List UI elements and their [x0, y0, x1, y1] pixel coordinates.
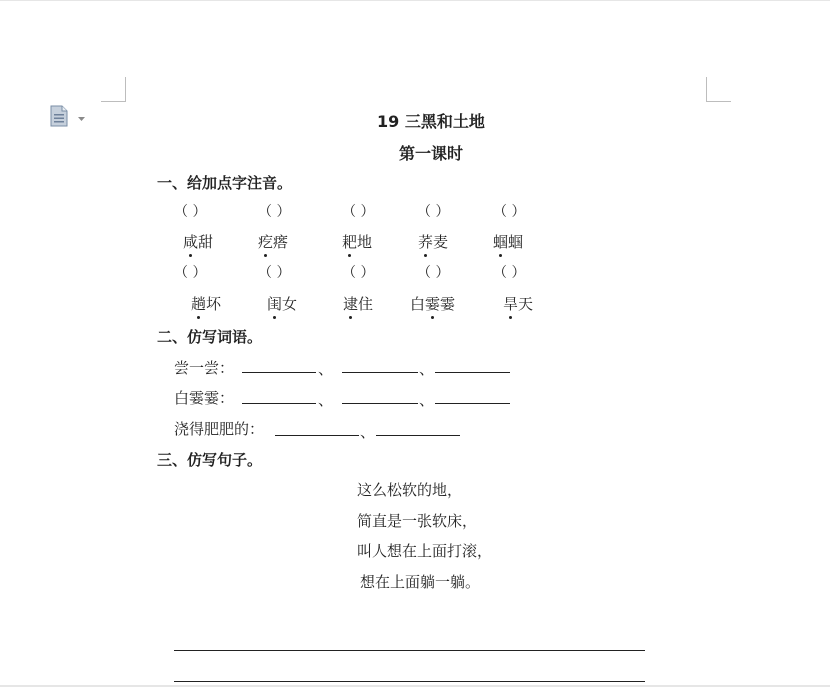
pinyin-box: （ ）: [342, 265, 375, 281]
separator: 、: [419, 360, 435, 378]
line1-label: 尝一尝：: [174, 359, 235, 377]
writing-line[interactable]: [174, 650, 645, 651]
margin-corner-left: [101, 77, 126, 102]
word-item: 闺女: [267, 295, 298, 313]
section1-heading: 一、给加点字注音。: [157, 174, 293, 192]
answer-blank[interactable]: [342, 403, 418, 404]
word-item: 疙瘩: [258, 233, 289, 251]
separator: 、: [419, 391, 435, 409]
word-item: 蝈蝈: [493, 233, 524, 251]
word-item: 白霎霎: [410, 295, 456, 313]
writing-line[interactable]: [174, 681, 645, 682]
pinyin-box: （ ）: [258, 204, 291, 220]
answer-blank[interactable]: [242, 403, 316, 404]
pinyin-box: （ ）: [417, 204, 450, 220]
word-item: 耙地: [342, 233, 373, 251]
word-item: 逮住: [343, 295, 374, 313]
answer-blank[interactable]: [242, 372, 316, 373]
poem-line: 这么松软的地，: [357, 481, 463, 499]
separator: 、: [318, 391, 334, 409]
pinyin-box: （ ）: [174, 265, 207, 281]
pinyin-box: （ ）: [493, 204, 526, 220]
pinyin-box: （ ）: [342, 204, 375, 220]
poem-line: 想在上面躺一躺。: [360, 573, 481, 591]
margin-corner-right: [706, 77, 731, 102]
word-item: 趟坏: [191, 295, 222, 313]
separator: 、: [360, 423, 376, 441]
poem-line: 叫人想在上面打滚，: [357, 542, 493, 560]
answer-blank[interactable]: [435, 403, 510, 404]
answer-blank[interactable]: [342, 372, 418, 373]
separator: 、: [318, 360, 334, 378]
paste-options-icon[interactable]: [49, 105, 89, 127]
answer-blank[interactable]: [275, 435, 359, 436]
section3-heading: 三、仿写句子。: [157, 451, 263, 469]
section2-heading: 二、仿写词语。: [157, 328, 263, 346]
page-title: 19 三黑和土地: [377, 112, 485, 131]
line2-label: 白霎霎：: [174, 389, 235, 407]
pinyin-box: （ ）: [258, 265, 291, 281]
word-item: 旱天: [503, 295, 534, 313]
word-item: 荞麦: [418, 233, 449, 251]
answer-blank[interactable]: [376, 435, 460, 436]
answer-blank[interactable]: [435, 372, 510, 373]
line3-label: 浇得肥肥的：: [174, 420, 265, 438]
page-top-edge: [0, 0, 830, 1]
word-item: 咸甜: [183, 233, 214, 251]
pinyin-box: （ ）: [174, 204, 207, 220]
poem-line: 简直是一张软床，: [357, 512, 478, 530]
page-subtitle: 第一课时: [399, 144, 464, 163]
pinyin-box: （ ）: [493, 265, 526, 281]
pinyin-box: （ ）: [417, 265, 450, 281]
